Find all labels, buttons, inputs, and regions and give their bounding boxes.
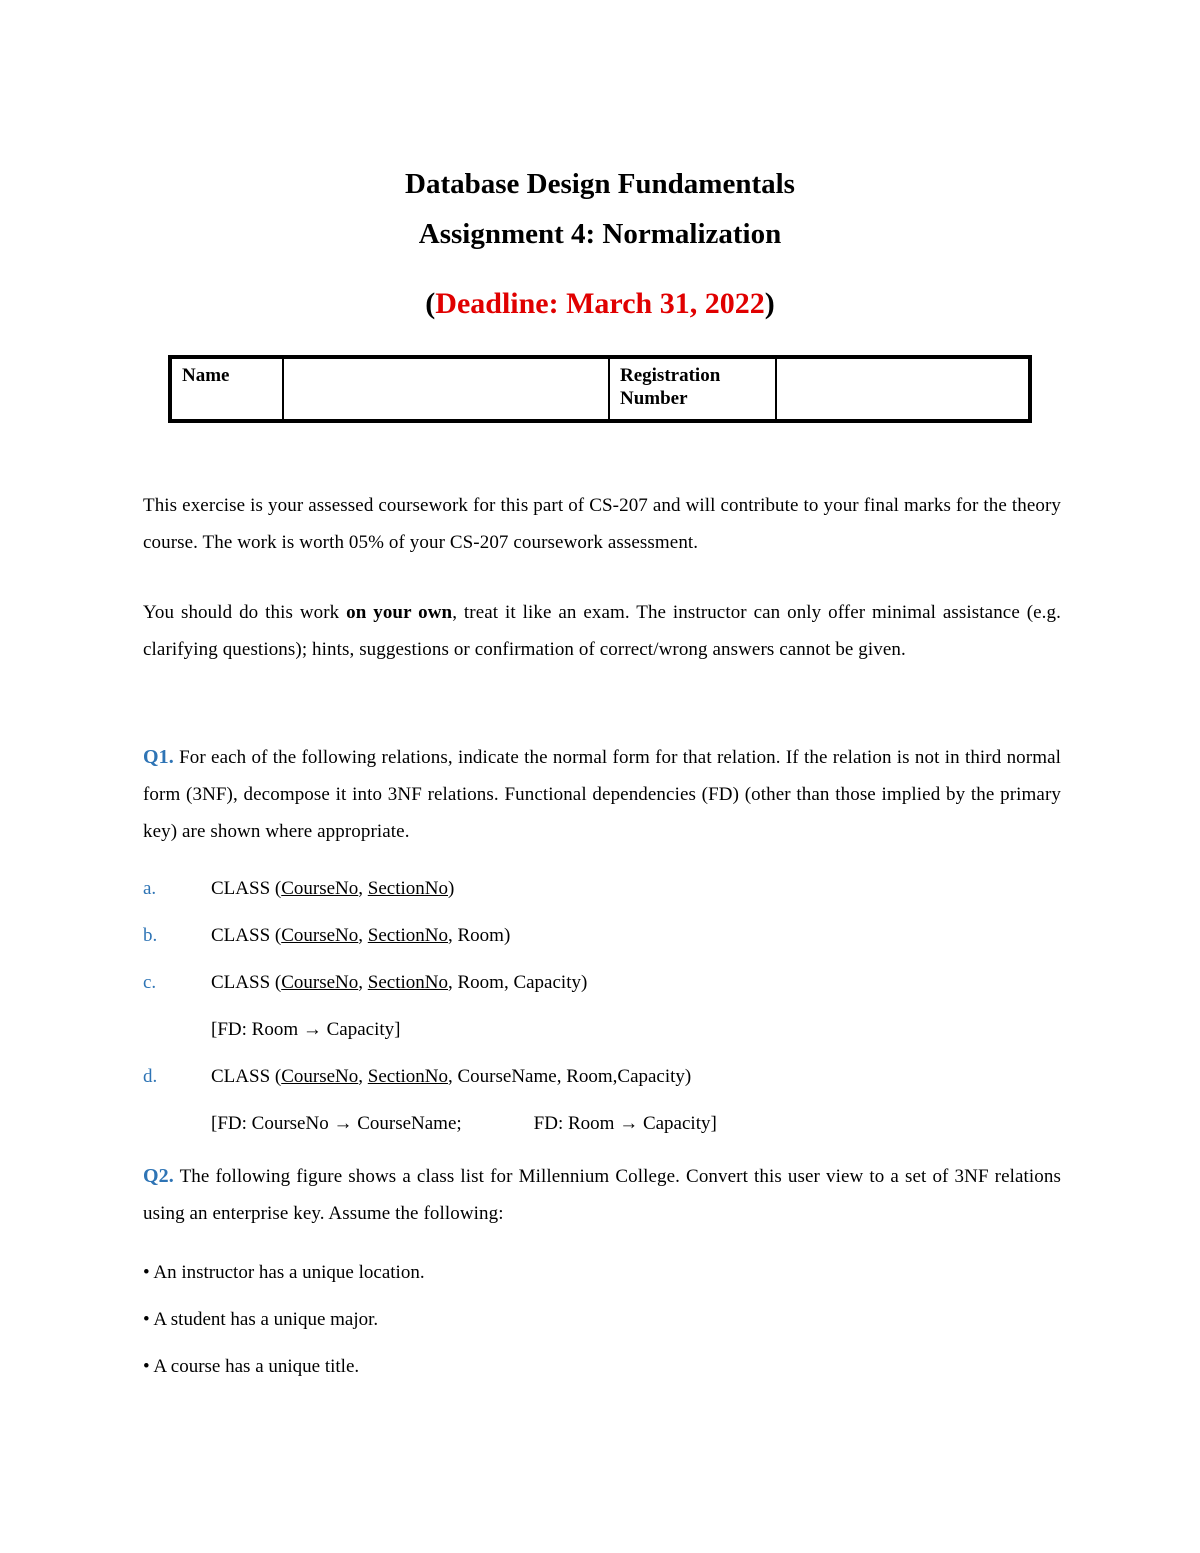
name-value-cell[interactable] bbox=[283, 357, 609, 421]
item-letter: a. bbox=[143, 878, 157, 899]
fd-room: FD: Room → Capacity] bbox=[533, 1113, 717, 1134]
q2-bullet-2: • A student has a unique major. bbox=[143, 1309, 379, 1330]
deadline-text: Deadline: March 31, 2022 bbox=[435, 287, 765, 320]
q1-item-b bbox=[143, 921, 510, 951]
registration-label-line1: Registration bbox=[620, 365, 721, 386]
item-letter: d. bbox=[143, 1066, 158, 1087]
intro-p2-part2: , treat it like an exam. The instructor can only offer minimal assistance (e.g. clarifying questions); hints, suggestions or confirmation of correct/wrong answers cannot be given. bbox=[143, 602, 1061, 660]
relation-prefix: CLASS ( bbox=[211, 972, 282, 993]
registration-label-cell bbox=[609, 357, 776, 421]
relation-rest: , CourseName, Room,Capacity) bbox=[448, 1066, 692, 1087]
key-separator: , bbox=[358, 925, 368, 946]
item-letter: c. bbox=[143, 972, 157, 993]
relation-rest: , Room, Capacity) bbox=[448, 972, 588, 993]
deadline-close-paren: ) bbox=[764, 287, 775, 320]
course-title: Database Design Fundamentals bbox=[405, 168, 795, 200]
assignment-title: Assignment 4: Normalization bbox=[418, 218, 782, 250]
name-label: Name bbox=[182, 365, 230, 386]
relation-prefix: CLASS ( bbox=[211, 1066, 282, 1087]
intro-paragraph-2 bbox=[143, 594, 1061, 668]
relation-rest: ) bbox=[448, 878, 455, 899]
intro-p2-bold: on your own bbox=[346, 602, 453, 623]
primary-key-2: SectionNo bbox=[367, 878, 448, 899]
q1-label: Q1. bbox=[143, 746, 174, 768]
q2-bullet-3: • A course has a unique title. bbox=[143, 1356, 360, 1377]
name-label-cell bbox=[170, 357, 283, 421]
registration-value-cell[interactable] bbox=[776, 357, 1030, 421]
primary-key-1: CourseNo bbox=[281, 878, 359, 899]
q1-paragraph bbox=[143, 739, 1061, 850]
q1-item-c-fd: [FD: Room → Capacity] bbox=[211, 1019, 401, 1040]
primary-key-1: CourseNo bbox=[281, 925, 359, 946]
deadline bbox=[0, 286, 1200, 322]
q1-item-d-fd bbox=[211, 1109, 717, 1139]
q2-bullet-1: • An instructor has a unique location. bbox=[143, 1262, 425, 1283]
intro-paragraph-1: This exercise is your assessed coursework for this part of CS-207 and will contribute to your final marks for the theory course. The work is worth 05% of your CS-207 coursework assessment. bbox=[143, 495, 1061, 553]
relation-prefix: CLASS ( bbox=[211, 878, 282, 899]
intro-p2-part1: You should do this work bbox=[143, 602, 347, 623]
primary-key-2: SectionNo bbox=[367, 972, 448, 993]
primary-key-1: CourseNo bbox=[281, 1066, 359, 1087]
q2-text: The following figure shows a class list for Millennium College. Convert this user view to a set of 3NF relations using an enterprise key. Assume the following: bbox=[143, 1166, 1061, 1224]
q2-paragraph bbox=[143, 1158, 1061, 1232]
q1-text: For each of the following relations, indicate the normal form for that relation. If the relation is not in third normal form (3NF), decompose it into 3NF relations. Functional dependencies (FD) (other than those implied by the primary key) are shown where appropriate. bbox=[143, 747, 1061, 842]
relation-rest: , Room) bbox=[448, 925, 511, 946]
relation-prefix: CLASS ( bbox=[211, 925, 282, 946]
registration-label-line2: Number bbox=[620, 388, 688, 409]
key-separator: , bbox=[358, 972, 368, 993]
fd-course: [FD: CourseNo → CourseName; bbox=[211, 1113, 462, 1134]
q1-item-a bbox=[143, 874, 454, 904]
primary-key-2: SectionNo bbox=[367, 925, 448, 946]
student-info-table bbox=[168, 355, 1032, 423]
q1-item-d bbox=[143, 1062, 691, 1092]
item-letter: b. bbox=[143, 925, 158, 946]
primary-key-2: SectionNo bbox=[367, 1066, 448, 1087]
key-separator: , bbox=[358, 878, 368, 899]
key-separator: , bbox=[358, 1066, 368, 1087]
primary-key-1: CourseNo bbox=[281, 972, 359, 993]
q1-item-c bbox=[143, 968, 587, 998]
deadline-open-paren: ( bbox=[425, 287, 436, 320]
q2-label: Q2. bbox=[143, 1165, 174, 1187]
